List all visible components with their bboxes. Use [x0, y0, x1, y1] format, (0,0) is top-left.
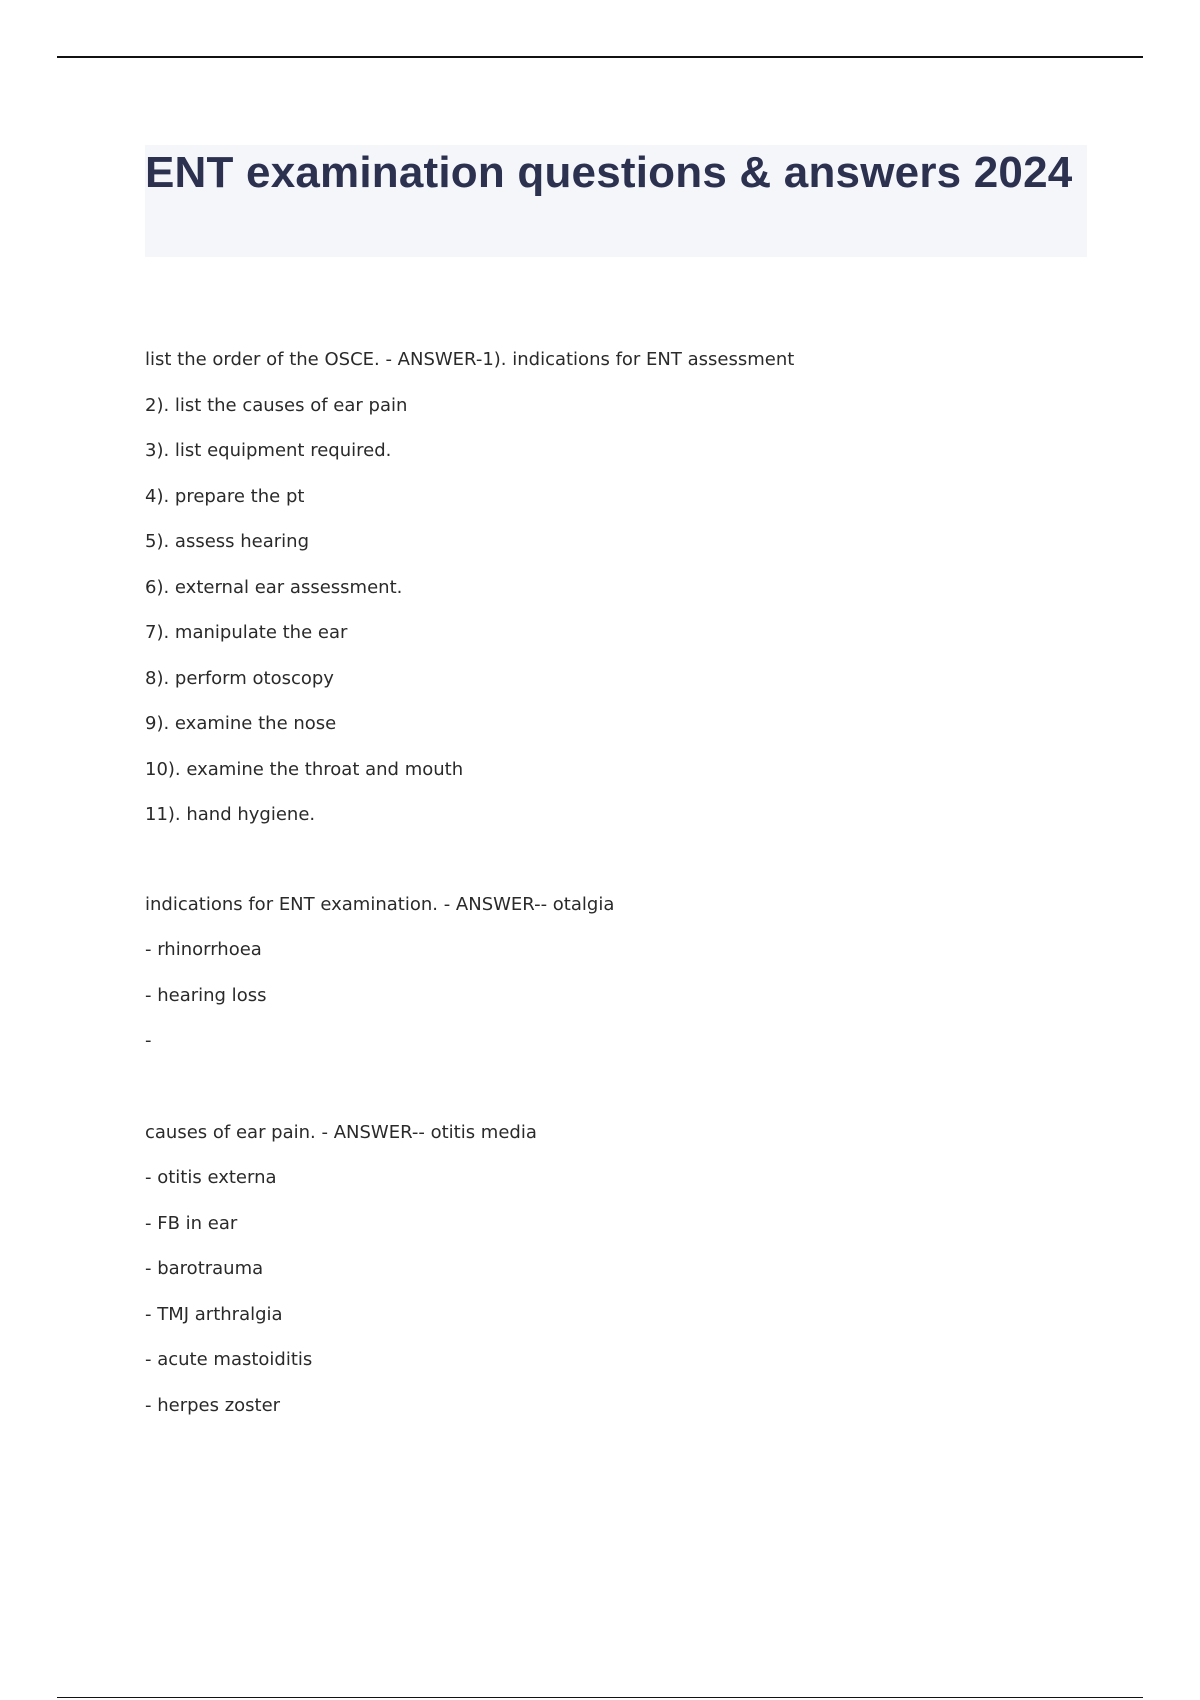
- answer-line: - barotrauma: [145, 1258, 264, 1279]
- answer-line: - FB in ear: [145, 1212, 238, 1234]
- question-line: list the order of the OSCE. - ANSWER-1). indications for ENT assessment: [145, 349, 795, 370]
- title-band: [145, 145, 1087, 257]
- answer-line: 3). list equipment required.: [145, 440, 392, 461]
- answer-line: 7). manipulate the ear: [145, 622, 348, 643]
- answer-line: 5). assess hearing: [145, 531, 310, 552]
- qa-ent-indications: [145, 889, 1085, 1071]
- answer-line: 4). prepare the pt: [145, 485, 305, 507]
- answer-line: 11). hand hygiene.: [145, 804, 316, 825]
- answer-line: - otitis externa: [145, 1167, 277, 1188]
- answer-line: 8). perform otoscopy: [145, 667, 334, 689]
- document-body: [145, 344, 1085, 1435]
- answer-line: 9). examine the nose: [145, 713, 337, 734]
- answer-line: - rhinorrhoea: [145, 939, 262, 960]
- answer-line: 10). examine the throat and mouth: [145, 758, 464, 780]
- document-title: ENT examination questions & answers 2024: [145, 148, 1073, 197]
- qa-ear-pain-causes: [145, 1117, 1085, 1436]
- answer-line: - acute mastoiditis: [145, 1349, 313, 1370]
- footer-rule: [57, 1697, 1143, 1698]
- answer-line: - TMJ arthralgia: [145, 1303, 283, 1325]
- question-line: causes of ear pain. - ANSWER-- otitis media: [145, 1121, 537, 1143]
- answer-line: 2). list the causes of ear pain: [145, 394, 408, 416]
- answer-line: - herpes zoster: [145, 1394, 281, 1416]
- question-line: indications for ENT examination. - ANSWER-- otalgia: [145, 893, 615, 915]
- qa-osce-order: [145, 344, 1085, 845]
- answer-line: - hearing loss: [145, 984, 267, 1006]
- header-rule: [57, 56, 1143, 58]
- answer-line: -: [145, 1030, 152, 1051]
- answer-line: 6). external ear assessment.: [145, 576, 403, 598]
